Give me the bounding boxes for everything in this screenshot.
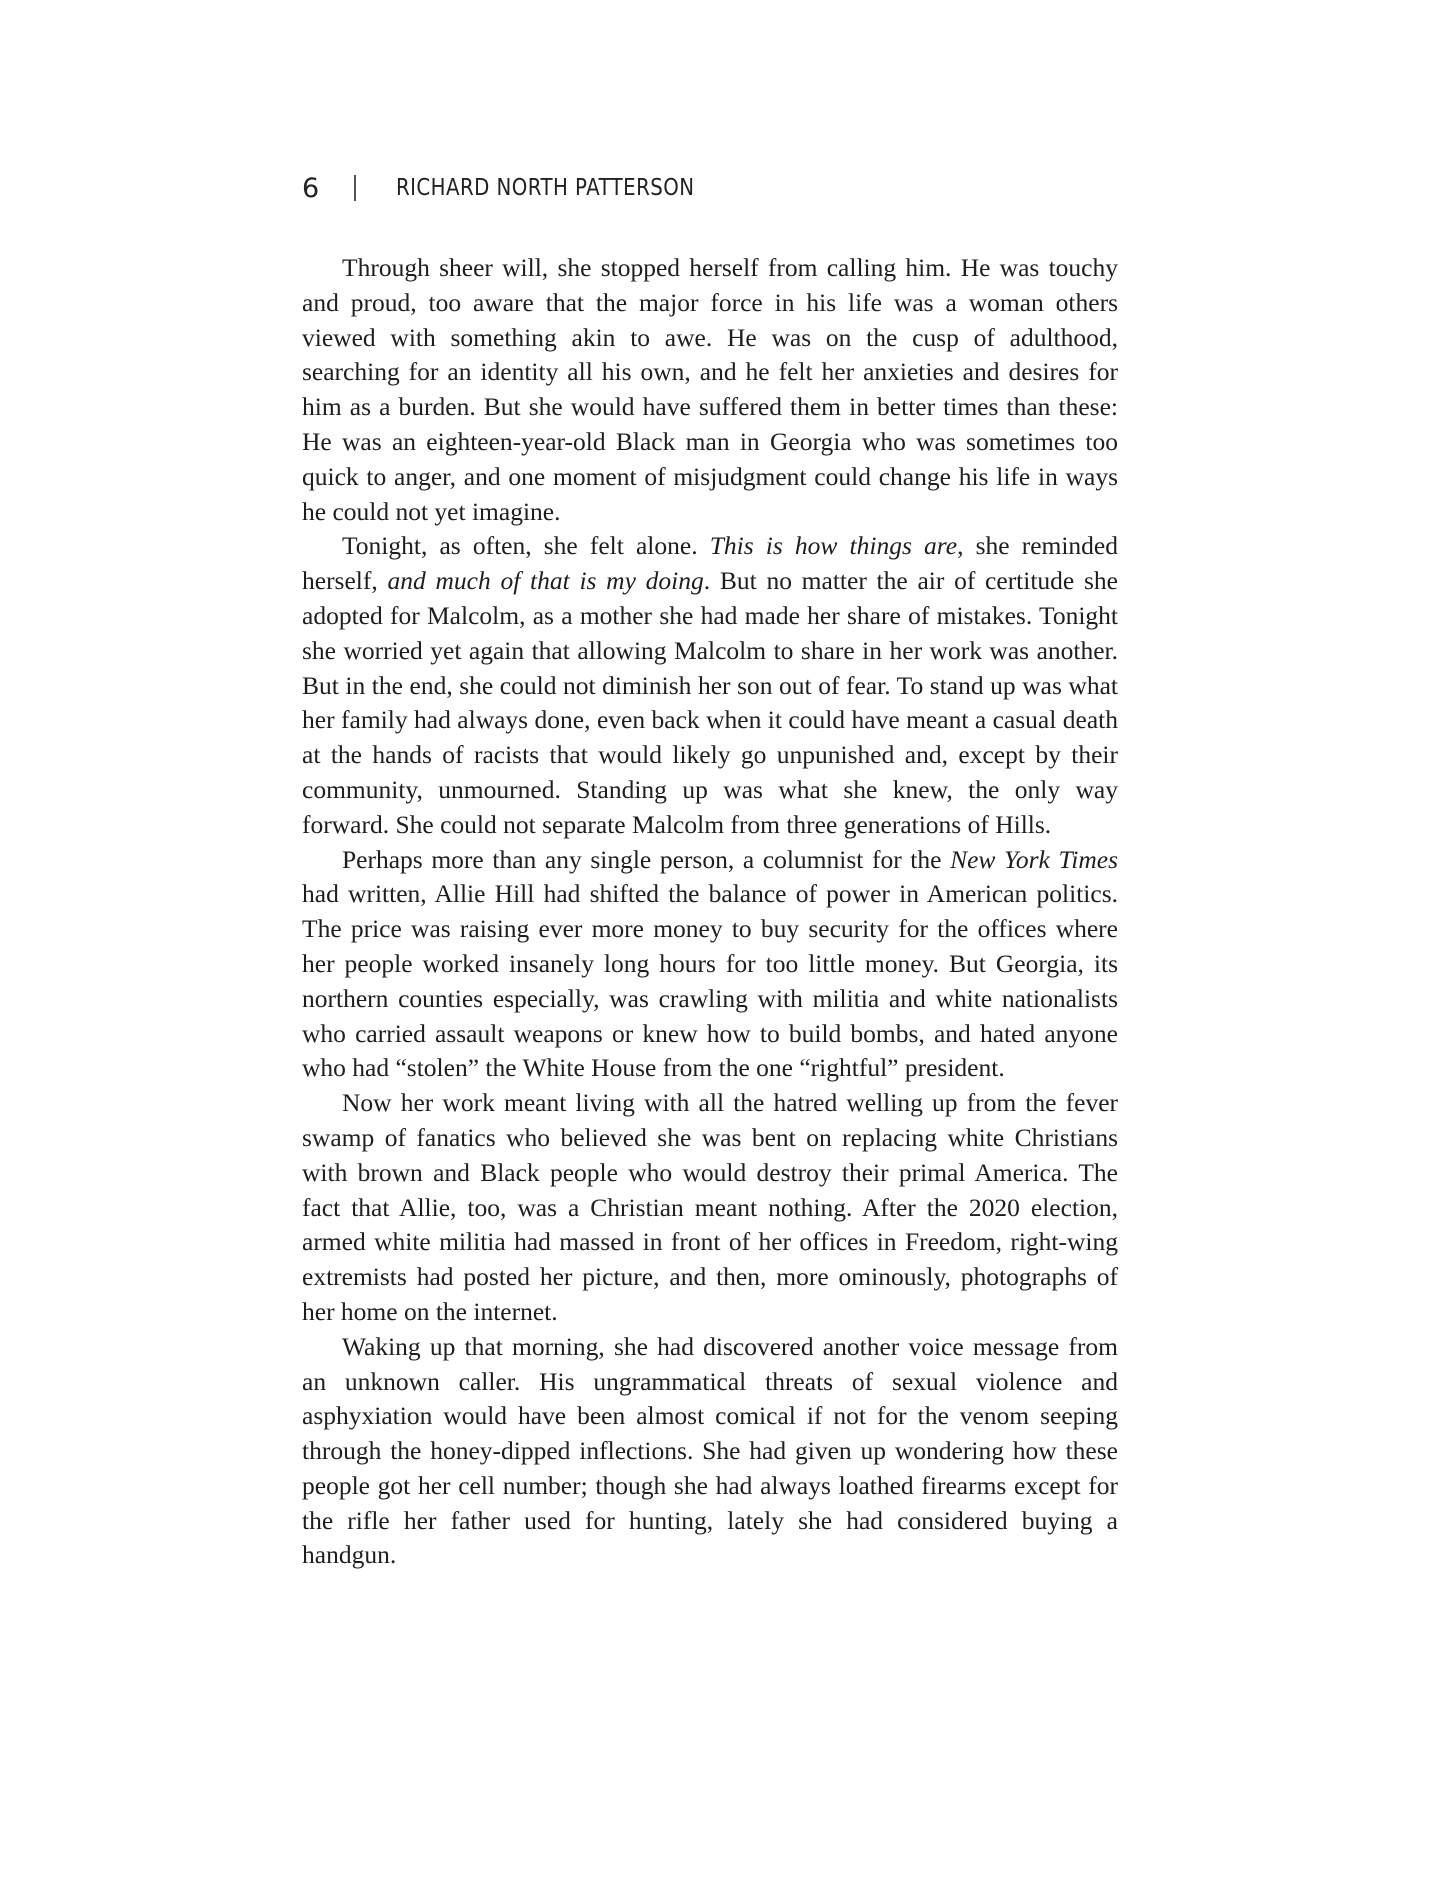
text-run: . But no matter the air of certitude she adopted for Malcolm, as a mother she had made her share of mistakes. Tonight she worried yet again that allowing Malcolm to share in her work was another. But in the end, she could not diminish her son out of fear. To stand up was what her family had always done, even back when it could have meant a casual death at the hands of racists that would likely go unpunished and, except by their community, unmourned. Standing up was what she knew, the only way forward. She could not separate Malcolm from three generations of Hills. (302, 566, 1118, 839)
italic-text-run: New York Times (950, 844, 1118, 874)
header-divider (354, 175, 356, 201)
running-head (302, 168, 743, 208)
text-run: Now her work meant living with all the hatred welling up from the fever swamp of fanatics who believed she was bent on replacing white Christians with brown and Black people who would destroy their primal America. The fact that Allie, too, was a Christian meant nothing. After the 2020 election, armed white militia had massed in front of her offices in Freedom, right-wing extremists had posted her picture, and then, more ominously, photographs of her home on the internet. (302, 1088, 1118, 1326)
paragraph (302, 1330, 1118, 1574)
paragraph (302, 843, 1118, 1087)
body-text (302, 251, 1118, 1573)
text-run: Perhaps more than any single person, a columnist for the (342, 844, 951, 874)
text-run: Tonight, as often, she felt alone. (342, 531, 710, 561)
author-name: RICHARD NORTH PATTERSON (396, 175, 695, 201)
italic-text-run: and much of that is my doing (387, 566, 704, 596)
page-number: 6 (302, 172, 320, 204)
paragraph (302, 529, 1118, 842)
text-run: Through sheer will, she stopped herself from calling him. He was touchy and proud, too aware that the major force in his life was a woman others viewed with something akin to awe. He was on the cusp of adulthood, searching for an identity all his own, and he felt her anxieties and desires for him as a burden. But she would have suffered them in better times than these: He was an eighteen-year-old Black man in Georgia who was sometimes too quick to anger, and one moment of misjudgment could change his life in ways he could not yet imagine. (302, 253, 1118, 526)
text-run: Waking up that morning, she had discovered another voice message from an unknown caller. His ungrammatical threats of sexual violence and asphyxiation would have been almost comical if not for the venom seeping through the honey-dipped inflections. She had given up wondering how these people got her cell number; though she had always loathed firearms except for the rifle her father used for hunting, lately she had considered buying a handgun. (302, 1331, 1118, 1570)
text-run: , she reminded herself, (302, 531, 1118, 596)
text-run: had written, Allie Hill had shifted the balance of power in American politics. The price was raising ever more money to buy security for the offices where her people worked insanely long hours for too little money. But Georgia, its northern counties especially, was crawling with militia and white nationalists who carried assault weapons or knew how to build bombs, and hated anyone who had “stolen” the White House from the one “rightful” president. (302, 879, 1118, 1083)
paragraph (302, 1086, 1118, 1330)
paragraph (302, 251, 1118, 529)
italic-text-run: This is how things are (709, 531, 958, 561)
